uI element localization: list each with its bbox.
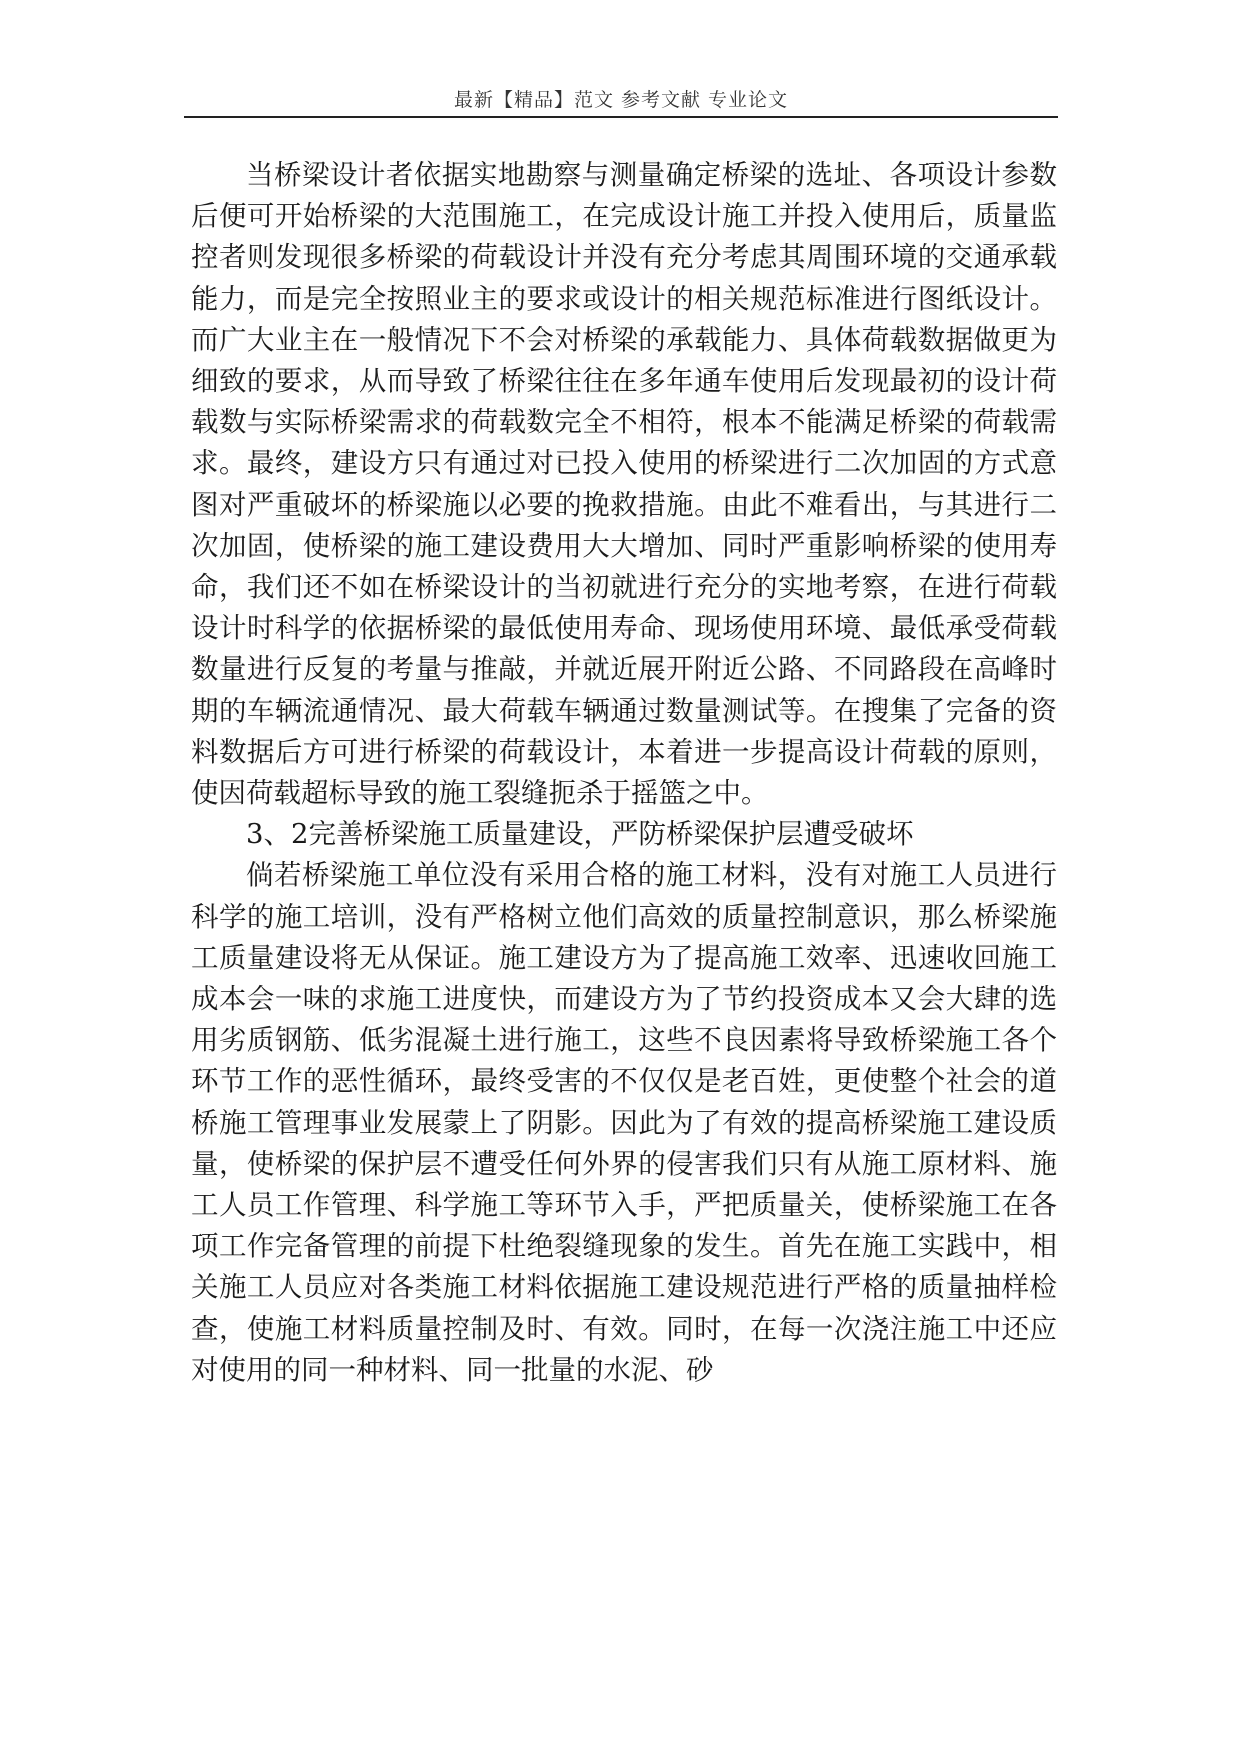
paragraph: 当桥梁设计者依据实地勘察与测量确定桥梁的选址、各项设计参数后便可开始桥梁的大范围施工，在完成设计施工并投入使用后，质量监控者则发现很多桥梁的荷载设计并没有充分考虑其周围环境的交通承载能力，而是完全按照业主的要求或设计的相关规范标准进行图纸设计。而广大业主在一般情况下不会对桥梁的承载能力、具体荷载数据做更为细致的要求，从而导致了桥梁往往在多年通车使用后发现最初的设计荷载数与实际桥梁需求的荷载数完全不相符，根本不能满足桥梁的荷载需求。最终，建设方只有通过对已投入使用的桥梁进行二次加固的方式意图对严重破坏的桥梁施以必要的挽救措施。由此不难看出，与其进行二次加固，使桥梁的施工建设费用大大增加、同时严重影响桥梁的使用寿命，我们还不如在桥梁设计的当初就进行充分的实地考察，在进行荷载设计时科学的依据桥梁的最低使用寿命、现场使用环境、最低承受荷载数量进行反复的考量与推敲，并就近展开附近公路、不同路段在高峰时期的车辆流通情况、最大荷载车辆通过数量测试等。在搜集了完备的资料数据后方可进行桥梁的荷载设计，本着进一步提高设计荷载的原则，使因荷载超标导致的施工裂缝扼杀于摇篮之中。 — [191, 159, 1057, 810]
section-heading: 3、2完善桥梁施工质量建设，严防桥梁保护层遭受破坏 — [246, 818, 914, 851]
header-divider — [184, 116, 1058, 118]
document-body — [191, 155, 1057, 1391]
paragraph: 倘若桥梁施工单位没有采用合格的施工材料，没有对施工人员进行科学的施工培训，没有严格树立他们高效的质量控制意识，那么桥梁施工质量建设将无从保证。施工建设方为了提高施工效率、迅速收回施工成本会一味的求施工进度快，而建设方为了节约投资成本又会大肆的选用劣质钢筋、低劣混凝土进行施工，这些不良因素将导致桥梁施工各个环节工作的恶性循环，最终受害的不仅仅是老百姓，更使整个社会的道桥施工管理事业发展蒙上了阴影。因此为了有效的提高桥梁施工建设质量，使桥梁的保护层不遭受任何外界的侵害我们只有从施工原材料、施工人员工作管理、科学施工等环节入手，严把质量关，使桥梁施工在各项工作完备管理的前提下杜绝裂缝现象的发生。首先在施工实践中，相关施工人员应对各类施工材料依据施工建设规范进行严格的质量抽样检查，使施工材料质量控制及时、有效。同时，在每一次浇注施工中还应对使用的同一种材料、同一批量的水泥、砂 — [191, 859, 1057, 1386]
page-header: 最新【精品】范文 参考文献 专业论文 — [453, 89, 789, 111]
